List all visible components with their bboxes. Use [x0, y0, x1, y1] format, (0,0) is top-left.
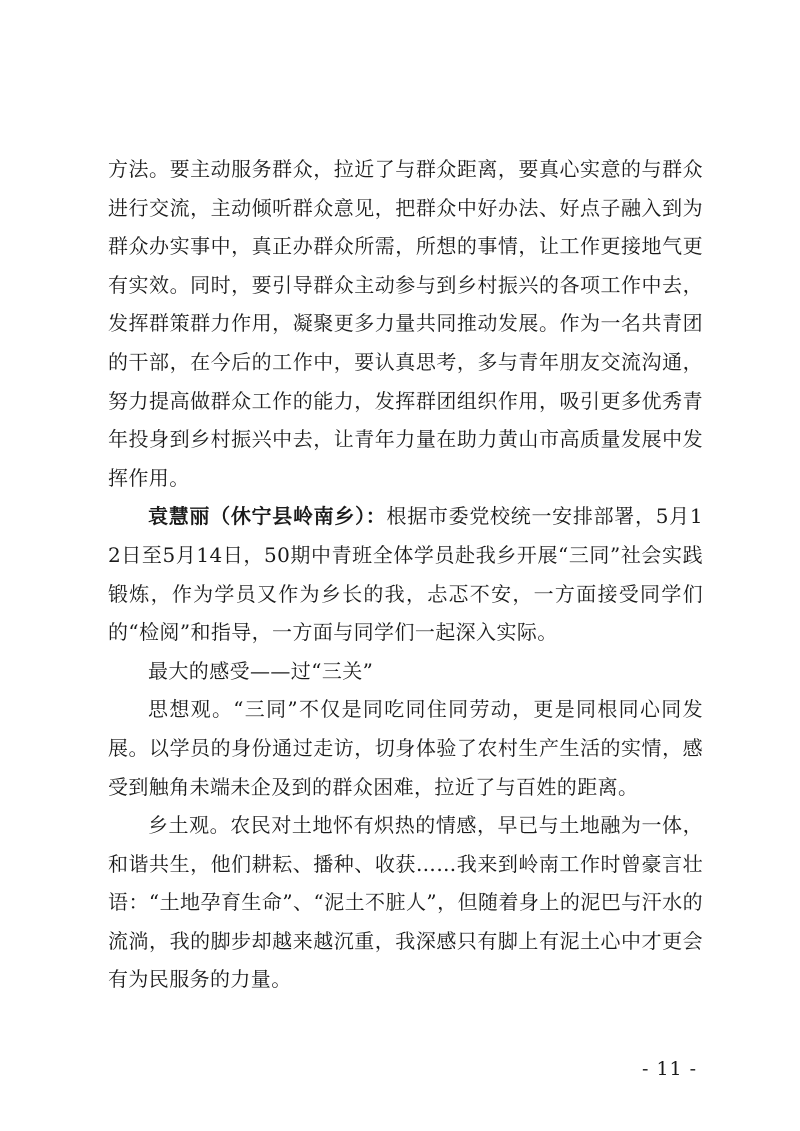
- paragraph-2: [108, 497, 703, 651]
- paragraph-4-text: 思想观。“三同”不仅是同吃同住同劳动，更是同根同心同发展。以学员的身份通过走访，切身体验了农村生产生活的实情，感受到触角未端未企及到的群众困难，拉近了与百姓的距离。: [108, 697, 703, 799]
- body-text: [108, 150, 703, 999]
- paragraph-1: [108, 150, 703, 497]
- paragraph-4: [108, 690, 703, 806]
- section-heading: [108, 652, 703, 691]
- paragraph-5: [108, 806, 703, 999]
- section-heading-text: 最大的感受——过“三关”: [148, 658, 374, 683]
- page-number: - 11 -: [642, 1058, 698, 1080]
- paragraph-5-text: 乡土观。农民对土地怀有炽热的情感，早已与土地融为一体，和谐共生，他们耕耘、播种、收获……我来到岭南工作时曾豪言壮语：“土地孕育生命”、“泥土不脏人”，但随着身上的泥巴与汗水的流淌，我的脚步却越来越沉重，我深感只有脚上有泥土心中才更会有为民服务的力量。: [108, 813, 703, 992]
- speaker-name: 袁慧丽（休宁县岭南乡）：: [148, 504, 387, 529]
- paragraph-2-text: 根据市委党校统一安排部署，5月12日至5月14日，50期中青班全体学员赴我乡开展“三同”社会实践锻炼，作为学员又作为乡长的我，忐忑不安，一方面接受同学们的“检阅”和指导，一方面与同学们一起深入实际。: [108, 504, 703, 645]
- paragraph-1-text: 方法。要主动服务群众，拉近了与群众距离，要真心实意的与群众进行交流，主动倾听群众意见，把群众中好办法、好点子融入到为群众办实事中，真正办群众所需，所想的事情，让工作更接地气更有实效。同时，要引导群众主动参与到乡村振兴的各项工作中去，发挥群策群力作用，凝聚更多力量共同推动发展。作为一名共青团的干部，在今后的工作中，要认真思考，多与青年朋友交流沟通，努力提高做群众工作的能力，发挥群团组织作用，吸引更多优秀青年投身到乡村振兴中去，让青年力量在助力黄山市高质量发展中发挥作用。: [108, 157, 703, 490]
